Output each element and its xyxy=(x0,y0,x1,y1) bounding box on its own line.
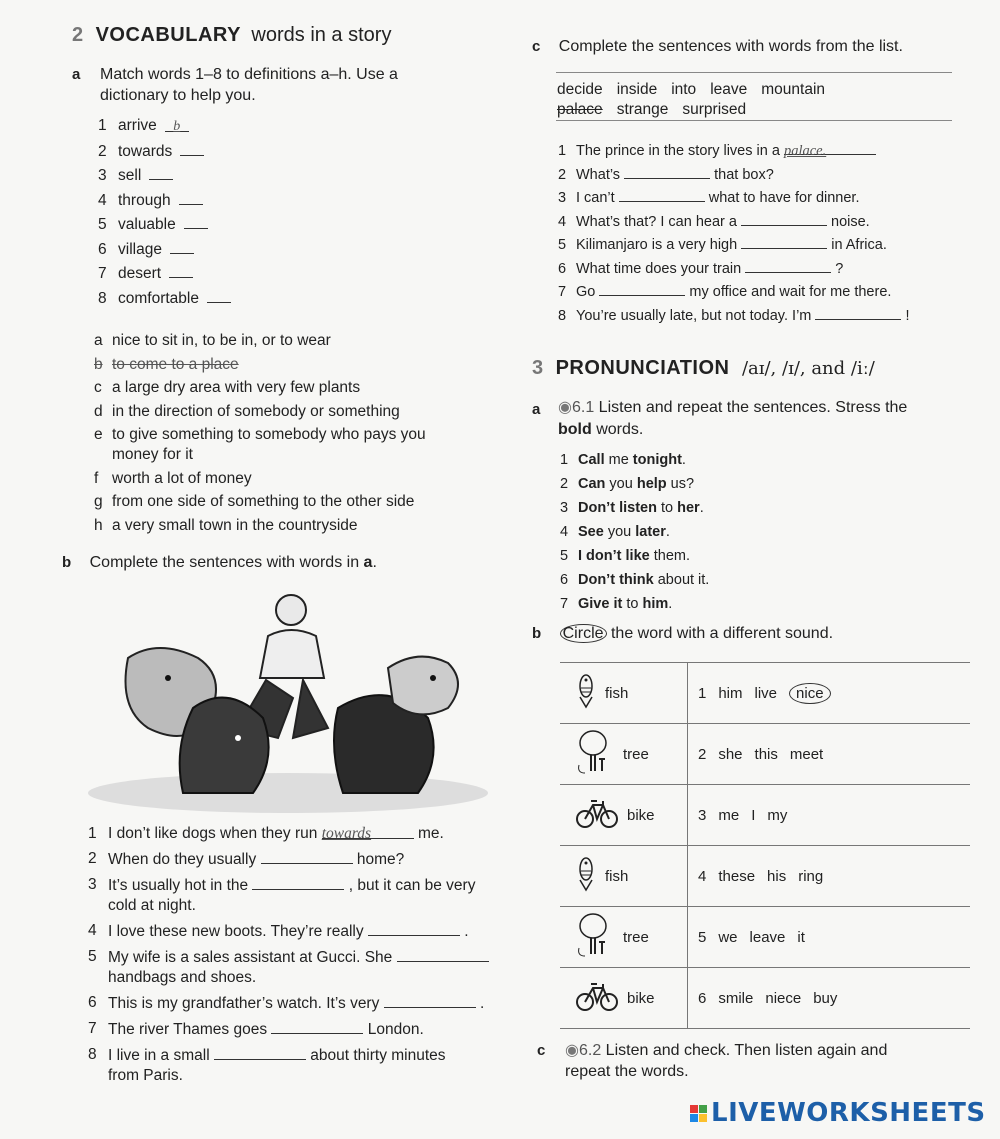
match-word-item xyxy=(98,165,231,190)
definition-item xyxy=(94,516,474,536)
word-list-item: into xyxy=(671,81,697,98)
audio-icon[interactable]: ◉ xyxy=(558,399,572,416)
word-option[interactable]: it xyxy=(797,928,805,946)
exercise-a-letter: a xyxy=(72,66,81,83)
item-number: 5 xyxy=(98,216,107,233)
sentence-text: I don’t like dogs when they run towards me. xyxy=(108,825,444,842)
definition-item xyxy=(94,378,474,398)
match-words-list xyxy=(98,116,231,312)
word-option[interactable]: I xyxy=(751,806,756,824)
unstressed-text: them. xyxy=(649,548,690,564)
sentence-item xyxy=(88,993,508,1014)
item-number: 5 xyxy=(560,548,569,564)
section-number: 3 xyxy=(532,357,544,379)
answer-blank[interactable] xyxy=(169,263,193,278)
sentence-text: I love these new boots. They’re really . xyxy=(108,923,469,940)
item-number: 2 xyxy=(560,476,569,492)
word-option[interactable]: niece xyxy=(765,989,802,1007)
item-number: 6 xyxy=(88,994,97,1011)
sentence-text: The river Thames goes London. xyxy=(108,1021,424,1038)
dogs-illustration xyxy=(88,588,504,820)
definition-text: to come to a place xyxy=(112,355,239,373)
exercise-c-instruction: c Complete the sentences with words from the list. xyxy=(532,38,903,55)
answer-blank[interactable] xyxy=(180,141,204,156)
exercise-a-instruction: Match words 1–8 to definitions a–h. Use a dictionary to help you. xyxy=(100,66,398,104)
answer-blank[interactable] xyxy=(368,921,460,936)
item-number: 2 xyxy=(558,166,567,183)
unstressed-text: you xyxy=(605,476,637,492)
word-options-cell xyxy=(688,724,971,785)
tree-icon xyxy=(575,912,615,962)
word-options-cell xyxy=(688,846,971,907)
pronunciation-sentence xyxy=(560,544,709,568)
match-word: comfortable xyxy=(118,289,199,307)
word-options-cell xyxy=(688,907,971,968)
word-list-item: strange xyxy=(616,101,669,118)
item-number: 7 xyxy=(560,596,569,612)
word-list-item: surprised xyxy=(682,101,747,118)
sentence-text: When do they usually home? xyxy=(108,851,405,868)
match-word: towards xyxy=(118,142,173,160)
sentence-text: My wife is a sales assistant at Gucci. She handbags and shoes. xyxy=(108,947,489,988)
liveworksheets-logo[interactable] xyxy=(690,1098,986,1128)
sound-key-label: bike xyxy=(627,806,655,824)
answer-blank[interactable] xyxy=(149,165,173,180)
definition-letter: a xyxy=(94,332,103,349)
match-word-item xyxy=(98,116,231,141)
definition-letter: f xyxy=(94,469,99,487)
stressed-word: I don’t like xyxy=(578,548,650,564)
item-number: 4 xyxy=(98,191,107,209)
definition-item xyxy=(94,331,474,351)
definition-text: a large dry area with very few plants xyxy=(112,379,361,396)
definition-letter: b xyxy=(94,355,103,373)
item-number: 7 xyxy=(558,284,567,300)
answer-blank[interactable] xyxy=(741,234,827,249)
match-word-item xyxy=(98,239,231,264)
sentence-item: 2 What’s that box? xyxy=(558,164,958,188)
answer-blank[interactable] xyxy=(599,281,685,296)
word-option[interactable]: ring xyxy=(798,867,824,885)
sound-row xyxy=(560,846,970,907)
word-option[interactable]: him xyxy=(718,684,743,702)
sentence-item xyxy=(88,921,508,942)
sentence-item xyxy=(88,875,508,916)
sound-row xyxy=(560,724,970,785)
section-2-header xyxy=(72,24,391,47)
definition-text: nice to sit in, to be in, or to wear xyxy=(112,332,331,349)
sound-key-label: tree xyxy=(623,745,649,763)
item-number: 2 xyxy=(88,850,97,867)
pronunciation-sentence xyxy=(560,592,709,616)
sentence-item: 7 Go my office and wait for me there. xyxy=(558,281,958,305)
item-number: 8 xyxy=(558,307,567,324)
bike-icon xyxy=(575,797,619,833)
stressed-word: Call xyxy=(578,452,605,468)
section-title: PRONUNCIATION xyxy=(555,357,730,379)
exercise-3b-instruction: b Circle the word with a different sound. xyxy=(532,625,834,642)
section-3-header xyxy=(532,357,875,380)
word-list-row-2 xyxy=(557,100,839,120)
sound-row xyxy=(560,785,970,846)
tree-icon xyxy=(575,729,615,779)
word-list-box xyxy=(557,80,839,120)
answer-blank[interactable]: palace. xyxy=(784,140,876,155)
stressed-word: Can xyxy=(578,476,606,492)
sound-key-cell xyxy=(560,724,688,785)
answer-blank[interactable] xyxy=(179,190,203,205)
item-number: 3 xyxy=(98,167,107,184)
word-option[interactable]: his xyxy=(767,867,787,885)
sound-key-cell xyxy=(560,846,688,907)
unstressed-text: . xyxy=(668,596,673,612)
answer-blank[interactable] xyxy=(624,164,710,179)
definition-item xyxy=(94,469,474,489)
sentence-item: 3 I can’t what to have for dinner. xyxy=(558,187,958,211)
sentence-item xyxy=(88,1045,508,1086)
word-option[interactable]: live xyxy=(754,684,778,702)
definition-text: a very small town in the countryside xyxy=(112,516,358,534)
word-list-struck: palace xyxy=(557,101,603,118)
answer-blank[interactable] xyxy=(815,305,901,320)
stressed-word: help xyxy=(636,476,667,492)
item-number: 3 xyxy=(558,190,567,206)
stressed-word: Give it xyxy=(578,596,623,612)
match-word-item xyxy=(98,190,231,215)
item-number: 7 xyxy=(98,265,107,282)
match-word: desert xyxy=(118,265,162,282)
match-word-item xyxy=(98,263,231,288)
item-number: 1 xyxy=(558,143,567,159)
stressed-word: Don’t listen xyxy=(578,500,657,516)
sentence-item: 1 The prince in the story lives in a palace. xyxy=(558,140,958,164)
section-number: 2 xyxy=(72,24,84,46)
sentence-text: It’s usually hot in the , but it can be very cold at night. xyxy=(108,877,476,914)
item-number: 5 xyxy=(558,237,567,253)
definition-letter: c xyxy=(94,379,102,396)
sound-key-cell xyxy=(560,907,688,968)
definition-letter: d xyxy=(94,402,103,420)
definition-text: from one side of something to the other side xyxy=(112,493,415,510)
match-word: village xyxy=(118,240,162,258)
definition-letter: e xyxy=(94,426,103,443)
pronunciation-sentence xyxy=(560,568,709,592)
match-word: valuable xyxy=(118,216,176,233)
answer-blank[interactable] xyxy=(207,288,231,303)
unstressed-text: us? xyxy=(666,476,695,492)
definition-text: in the direction of somebody or something xyxy=(112,402,400,420)
unstressed-text: . xyxy=(665,524,670,540)
exercise-b-instruction: b Complete the sentences with words in a. xyxy=(62,554,377,571)
stressed-word: him xyxy=(642,596,669,612)
word-list-divider-top xyxy=(556,72,952,73)
match-word-item xyxy=(98,214,231,239)
unstressed-text: . xyxy=(681,452,686,468)
match-word: arrive xyxy=(118,117,157,134)
item-number: 3 xyxy=(560,500,569,516)
word-option[interactable]: leave xyxy=(749,928,786,946)
definition-item xyxy=(94,425,474,465)
bike-icon xyxy=(575,980,619,1016)
sound-row xyxy=(560,663,970,724)
word-option[interactable]: this xyxy=(754,745,778,763)
item-number: 5 xyxy=(88,948,97,965)
item-number: 1 xyxy=(560,452,569,468)
answer-blank[interactable] xyxy=(384,993,476,1008)
item-number: 5 xyxy=(698,928,707,946)
definition-letter: h xyxy=(94,516,103,534)
unstressed-text: to xyxy=(622,596,643,612)
word-list-row-1 xyxy=(557,80,839,100)
word-option[interactable]: she xyxy=(718,745,743,763)
logo-text: LIVEWORKSHEETS xyxy=(711,1098,986,1128)
sound-key-cell xyxy=(560,663,688,724)
item-number: 4 xyxy=(88,922,97,939)
fish-icon xyxy=(575,671,597,715)
pronunciation-sentence xyxy=(560,520,709,544)
pronunciation-sentence xyxy=(560,472,709,496)
unstressed-text: about it. xyxy=(653,572,710,588)
sentence-item: 6 What time does your train ? xyxy=(558,258,958,282)
word-list-item: decide xyxy=(557,81,603,98)
answer-blank[interactable]: b xyxy=(165,117,189,132)
word-option[interactable]: these xyxy=(718,867,756,885)
item-number: 2 xyxy=(698,745,707,763)
answer-blank[interactable] xyxy=(271,1019,363,1034)
word-list-item: mountain xyxy=(761,81,826,98)
answer-blank[interactable] xyxy=(261,849,353,864)
sentence-text: I live in a small about thirty minutes from Paris. xyxy=(108,1047,446,1084)
sound-key-cell xyxy=(560,785,688,846)
unstressed-text: . xyxy=(699,500,704,516)
item-number: 1 xyxy=(698,684,707,702)
item-number: 1 xyxy=(88,825,97,842)
word-options-cell xyxy=(688,785,971,846)
stressed-word: Don’t think xyxy=(578,572,654,588)
match-word-item xyxy=(98,141,231,166)
sound-key-label: fish xyxy=(605,867,629,885)
answer-blank[interactable] xyxy=(184,214,208,229)
answer-blank[interactable] xyxy=(170,239,194,254)
unstressed-text: me xyxy=(604,452,633,468)
sentence-item: 5 Kilimanjaro is a very high in Africa. xyxy=(558,234,958,258)
item-number: 8 xyxy=(88,1046,97,1063)
stressed-word: See xyxy=(578,524,604,540)
item-number: 4 xyxy=(698,867,707,885)
section-title: VOCABULARY xyxy=(95,24,241,46)
item-number: 6 xyxy=(558,260,567,277)
circle-word: Circle xyxy=(560,624,607,643)
logo-icon xyxy=(690,1105,707,1122)
answer-blank[interactable] xyxy=(397,947,489,962)
word-option[interactable]: nice xyxy=(789,683,831,704)
definition-text: worth a lot of money xyxy=(112,469,252,487)
item-number: 3 xyxy=(88,876,97,893)
item-number: 6 xyxy=(98,240,107,258)
section-subtitle: words in a story xyxy=(251,24,392,46)
word-list-divider-bottom xyxy=(556,120,952,121)
definition-item xyxy=(94,492,474,512)
word-options-cell xyxy=(688,663,971,724)
fish-icon xyxy=(575,854,597,898)
definition-item xyxy=(94,355,474,375)
word-options-cell xyxy=(688,968,971,1029)
unstressed-text: to xyxy=(656,500,678,516)
item-number: 1 xyxy=(98,117,107,134)
definition-item xyxy=(94,402,474,422)
stressed-word: tonight xyxy=(632,452,682,468)
item-number: 4 xyxy=(558,213,567,230)
definitions-list xyxy=(94,331,474,539)
exercise-c-sentences xyxy=(558,140,958,328)
stressed-word: later xyxy=(635,524,666,540)
sound-table xyxy=(560,662,970,1029)
word-list-item: leave xyxy=(710,81,748,98)
sentence-item xyxy=(88,849,508,870)
word-option[interactable]: we xyxy=(718,928,738,946)
exercise-3a-instruction: ◉6.1 Listen and repeat the sentences. Stress the bold words. xyxy=(558,399,908,438)
exercise-3c-letter: c xyxy=(537,1042,546,1059)
sound-row xyxy=(560,907,970,968)
item-number: 8 xyxy=(98,289,107,307)
answer-blank[interactable] xyxy=(252,875,344,890)
definition-letter: g xyxy=(94,493,103,510)
answer-blank[interactable]: towards xyxy=(322,824,414,839)
track-number: 6.2 xyxy=(578,1042,602,1059)
answer-blank[interactable] xyxy=(745,258,831,273)
stressed-word: her xyxy=(677,500,700,516)
item-number: 2 xyxy=(98,142,107,160)
word-option[interactable]: my xyxy=(767,806,788,824)
sentence-item xyxy=(88,1019,508,1040)
sound-key-label: bike xyxy=(627,989,655,1007)
word-option[interactable]: smile xyxy=(718,989,754,1007)
word-option[interactable]: me xyxy=(718,806,740,824)
match-word-item xyxy=(98,288,231,313)
match-word: sell xyxy=(118,167,142,184)
sentence-item: 8 You’re usually late, but not today. I’m ! xyxy=(558,305,958,329)
unstressed-text: you xyxy=(603,524,636,540)
sentence-text: This is my grandfather’s watch. It’s very . xyxy=(108,995,485,1012)
sentence-item: 4 What’s that? I can hear a noise. xyxy=(558,211,958,235)
item-number: 6 xyxy=(698,989,707,1007)
exercise-b-sentences xyxy=(88,824,508,1091)
sentence-item xyxy=(88,947,508,988)
item-number: 3 xyxy=(698,806,707,824)
exercise-3a-letter: a xyxy=(532,401,541,418)
phonetic-symbols: /aɪ/, /ɪ/, and /iː/ xyxy=(741,358,875,379)
item-number: 7 xyxy=(88,1020,97,1037)
word-option[interactable]: buy xyxy=(813,989,838,1007)
pronunciation-sentence xyxy=(560,448,709,472)
item-number: 6 xyxy=(560,572,569,588)
answer-blank[interactable] xyxy=(214,1045,306,1060)
sound-key-label: fish xyxy=(605,684,629,702)
track-number: 6.1 xyxy=(571,399,595,416)
item-number: 4 xyxy=(560,524,569,540)
sound-key-label: tree xyxy=(623,928,649,946)
pronunciation-sentence xyxy=(560,496,709,520)
word-list-item: inside xyxy=(616,81,658,98)
answer-blank[interactable] xyxy=(619,187,705,202)
match-word: through xyxy=(118,191,171,209)
sound-key-cell xyxy=(560,968,688,1029)
exercise-3a-sentences xyxy=(560,448,709,616)
definition-text: to give something to somebody who pays you money for it xyxy=(112,426,426,463)
sentence-item xyxy=(88,824,508,844)
exercise-3c-instruction: ◉6.2 Listen and check. Then listen again and repeat the words. xyxy=(565,1042,888,1080)
sound-row xyxy=(560,968,970,1029)
audio-icon[interactable]: ◉ xyxy=(565,1042,579,1059)
word-option[interactable]: meet xyxy=(789,745,824,763)
answer-blank[interactable] xyxy=(741,211,827,226)
